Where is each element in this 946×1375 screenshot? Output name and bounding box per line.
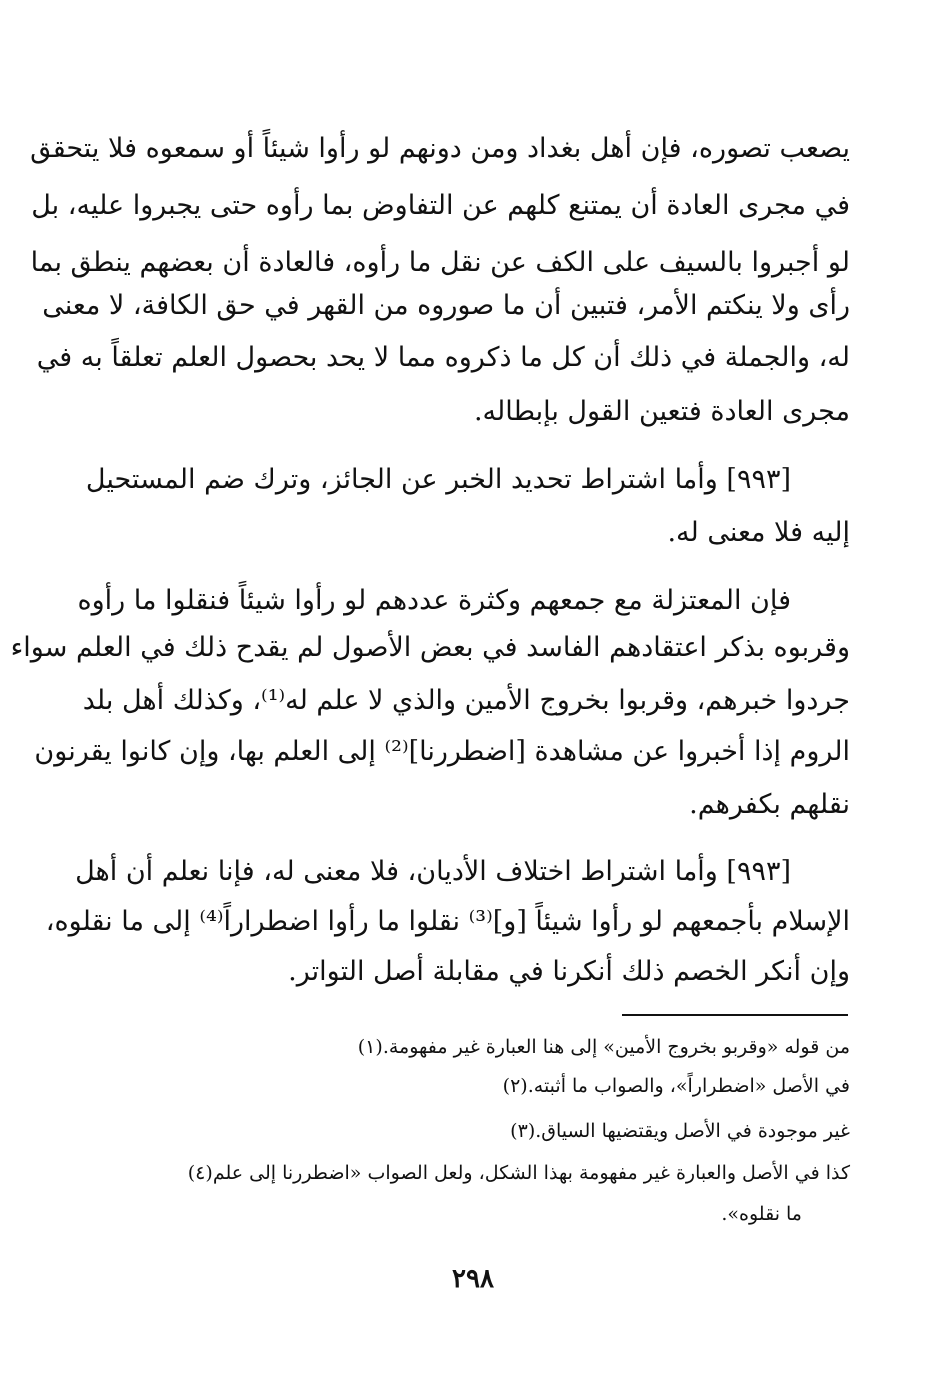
body-line: [٩٩٣] وأما اشتراط اختلاف الأديان، فلا معنى له، فإنا نعلم أن أهل [75, 856, 791, 887]
body-line: وقربوه بذكر اعتقادهم الفاسد في بعض الأصول لم يقدح ذلك في العلم سواء [10, 632, 850, 663]
footnote [98, 1071, 850, 1101]
footnote-number: (١) [357, 1036, 383, 1058]
footnote-number: (٢) [502, 1075, 528, 1097]
body-line: يصعب تصوره، فإن أهل بغداد ومن دونهم لو رأوا شيئاً أو سمعوه فلا يتحقق [30, 133, 850, 164]
footnote-text: كذا في الأصل والعبارة غير مفهومة بهذا الشكل، ولعل الصواب «اضطررنا إلى علم [212, 1162, 850, 1184]
footnote-text: غير موجودة في الأصل ويقتضيها السياق. [535, 1120, 850, 1142]
footnote-text: في الأصل «اضطراراً»، والصواب ما أثبته. [527, 1075, 850, 1097]
footnote-separator [622, 1014, 848, 1016]
body-line: إليه فلا معنى له. [667, 517, 850, 548]
footnote-text: من قوله «وقربو بخروج الأمين» إلى هنا العبارة غير مفهومة. [382, 1036, 850, 1058]
footnote [98, 1158, 850, 1188]
footnote [98, 1116, 850, 1146]
page-number: ٢٩٨ [452, 1264, 494, 1294]
body-line: الروم إذا أخبروا عن مشاهدة [اضطررنا]⁽²⁾ إلى العلم بها، وإن كانوا يقرنون [34, 736, 850, 767]
body-line: في مجرى العادة أن يمتنع كلهم عن التفاوض بما رأوه حتى يجبروا عليه، بل [31, 190, 850, 221]
body-line: [٩٩٣] وأما اشتراط تحديد الخبر عن الجائز، وترك ضم المستحيل [85, 464, 791, 495]
body-line: لو أجبروا بالسيف على الكف عن نقل ما رأوه، فالعادة أن بعضهم ينطق بما [30, 247, 850, 278]
body-line: الإسلام بأجمعهم لو رأوا شيئاً [و]⁽³⁾ نقلوا ما رأوا اضطراراً⁽⁴⁾ إلى ما نقلوه، [45, 906, 850, 937]
body-line: مجرى العادة فتعين القول بإبطاله. [473, 396, 850, 427]
body-line: جردوا خبرهم، وقربوا بخروج الأمين والذي لا علم له⁽¹⁾، وكذلك أهل بلد [82, 685, 850, 716]
body-line: نقلهم بكفرهم. [689, 789, 850, 820]
footnote-number: (٤) [187, 1162, 213, 1184]
body-line: له، والجملة في ذلك أن كل ما ذكروه مما لا يحد بحصول العلم تعلقاً به في [36, 342, 850, 373]
body-line: رأى ولا ينكتم الأمر، فتبين أن ما صوروه من القهر في حق الكافة، لا معنى [42, 290, 850, 321]
footnote [98, 1032, 850, 1062]
footnote-number: (٣) [510, 1120, 536, 1142]
body-line: وإن أنكر الخصم ذلك أنكرنا في مقابلة أصل التواتر. [288, 956, 850, 987]
body-line: فإن المعتزلة مع جمعهم وكثرة عددهم لو رأوا شيئاً فنقلوا ما رأوه [77, 585, 791, 616]
footnote-continuation: ما نقلوه». [721, 1203, 802, 1225]
